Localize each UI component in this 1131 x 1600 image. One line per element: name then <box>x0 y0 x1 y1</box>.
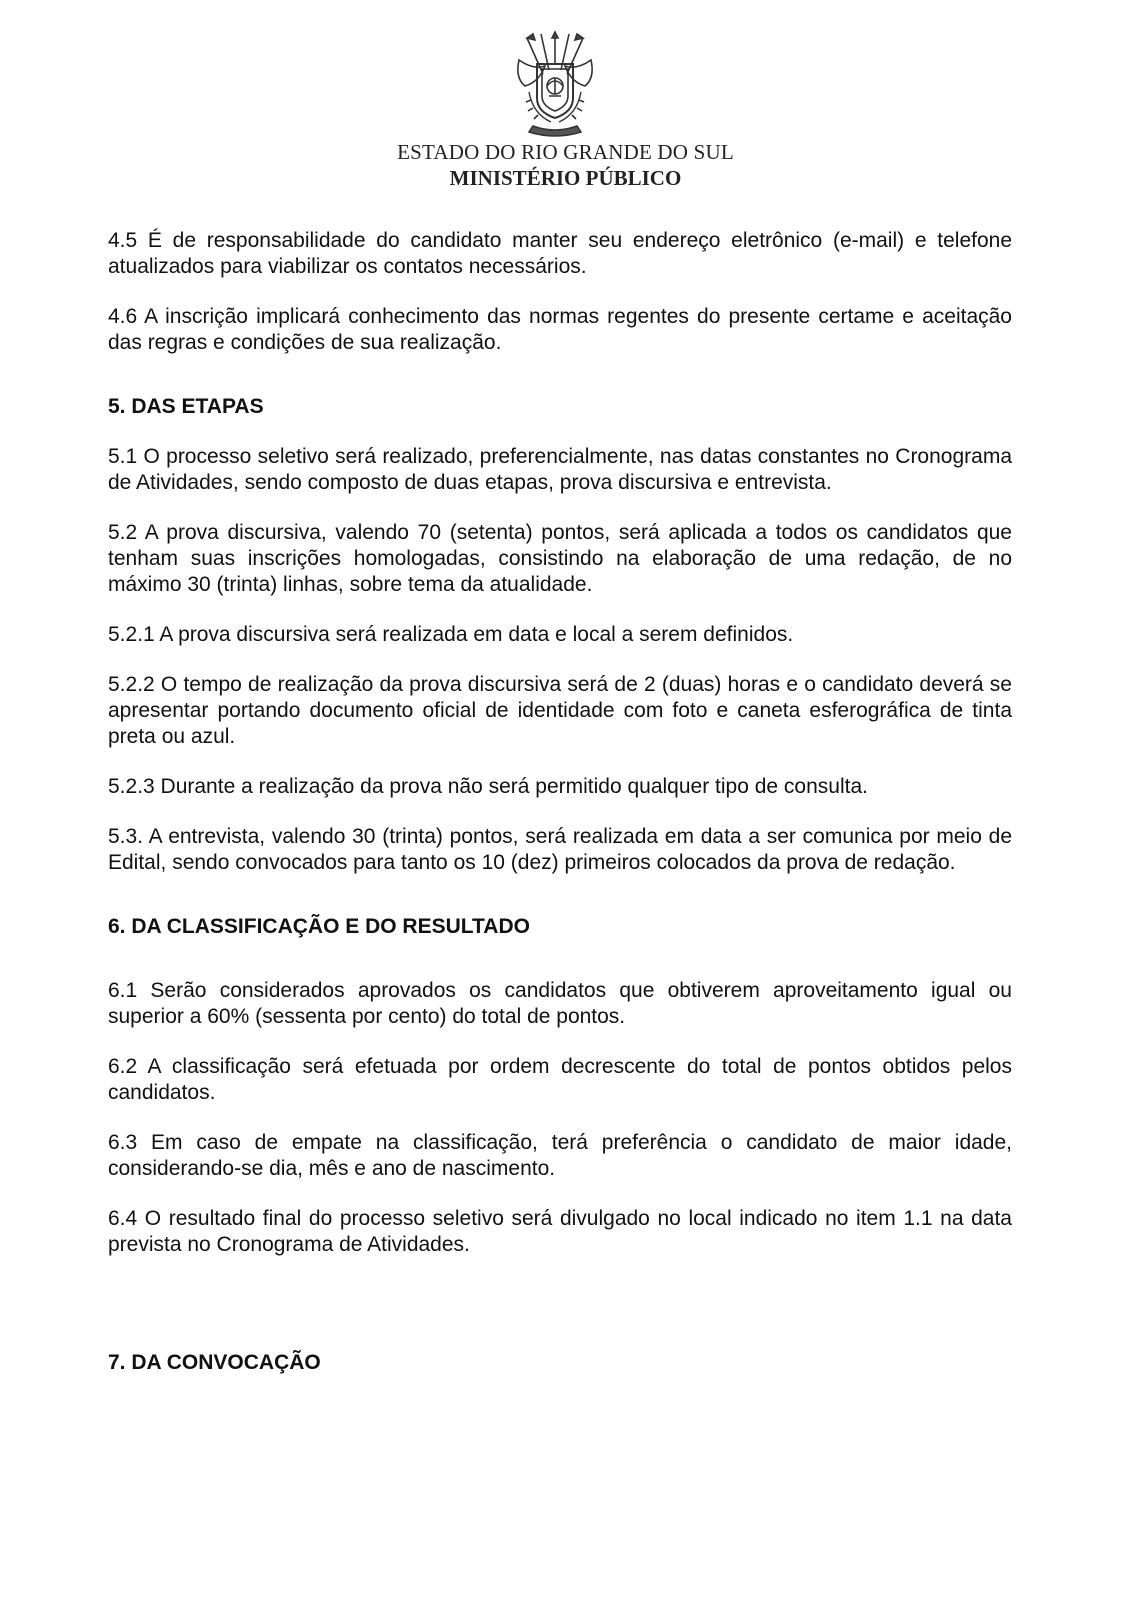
section-heading-7: 7. DA CONVOCAÇÃO <box>108 1351 321 1374</box>
paragraph-5-2: 5.2 A prova discursiva, valendo 70 (setenta) pontos, será aplicada a todos os candidatos que tenham suas inscrições homologadas, consistindo na elaboração de uma redação, de no máximo 30 (trinta) linhas, sobre tema da atualidade. <box>108 521 1012 596</box>
paragraph-6-2: 6.2 A classificação será efetuada por ordem decrescente do total de pontos obtidos pelos candidatos. <box>108 1055 1012 1104</box>
paragraph-4-5: 4.5 É de responsabilidade do candidato manter seu endereço eletrônico (e-mail) e telefone atualizados para viabilizar os contatos necessários. <box>108 229 1012 278</box>
coat-of-arms-icon <box>505 30 605 138</box>
header-state-name: ESTADO DO RIO GRANDE DO SUL <box>397 140 734 164</box>
paragraph-5-1: 5.1 O processo seletivo será realizado, preferencialmente, nas datas constantes no Cronograma de Atividades, sendo composto de duas etapas, prova discursiva e entrevista. <box>108 445 1012 494</box>
paragraph-4-6: 4.6 A inscrição implicará conhecimento das normas regentes do presente certame e aceitação das regras e condições de sua realização. <box>108 305 1012 354</box>
section-heading-5: 5. DAS ETAPAS <box>108 395 264 418</box>
document-body <box>108 228 1012 1376</box>
paragraph-5-2-2: 5.2.2 O tempo de realização da prova discursiva será de 2 (duas) horas e o candidato deverá se apresentar portando documento oficial de identidade com foto e caneta esferográfica de tinta preta ou azul. <box>108 673 1012 748</box>
paragraph-6-1: 6.1 Serão considerados aprovados os candidatos que obtiverem aproveitamento igual ou superior a 60% (sessenta por cento) do total de pontos. <box>108 979 1012 1028</box>
paragraph-5-2-3: 5.2.3 Durante a realização da prova não será permitido qualquer tipo de consulta. <box>108 775 868 798</box>
paragraph-6-3: 6.3 Em caso de empate na classificação, terá preferência o candidato de maior idade, considerando-se dia, mês e ano de nascimento. <box>108 1131 1012 1180</box>
paragraph-5-3: 5.3. A entrevista, valendo 30 (trinta) pontos, será realizada em data a ser comunica por meio de Edital, sendo convocados para tanto os 10 (dez) primeiros colocados da prova de redação. <box>108 825 1012 874</box>
header-organization-name: MINISTÉRIO PÚBLICO <box>449 166 682 190</box>
section-heading-6: 6. DA CLASSIFICAÇÃO E DO RESULTADO <box>108 915 530 938</box>
paragraph-5-2-1: 5.2.1 A prova discursiva será realizada em data e local a serem definidos. <box>108 623 794 646</box>
paragraph-6-4: 6.4 O resultado final do processo seletivo será divulgado no local indicado no item 1.1 na data prevista no Cronograma de Atividades. <box>108 1207 1012 1256</box>
